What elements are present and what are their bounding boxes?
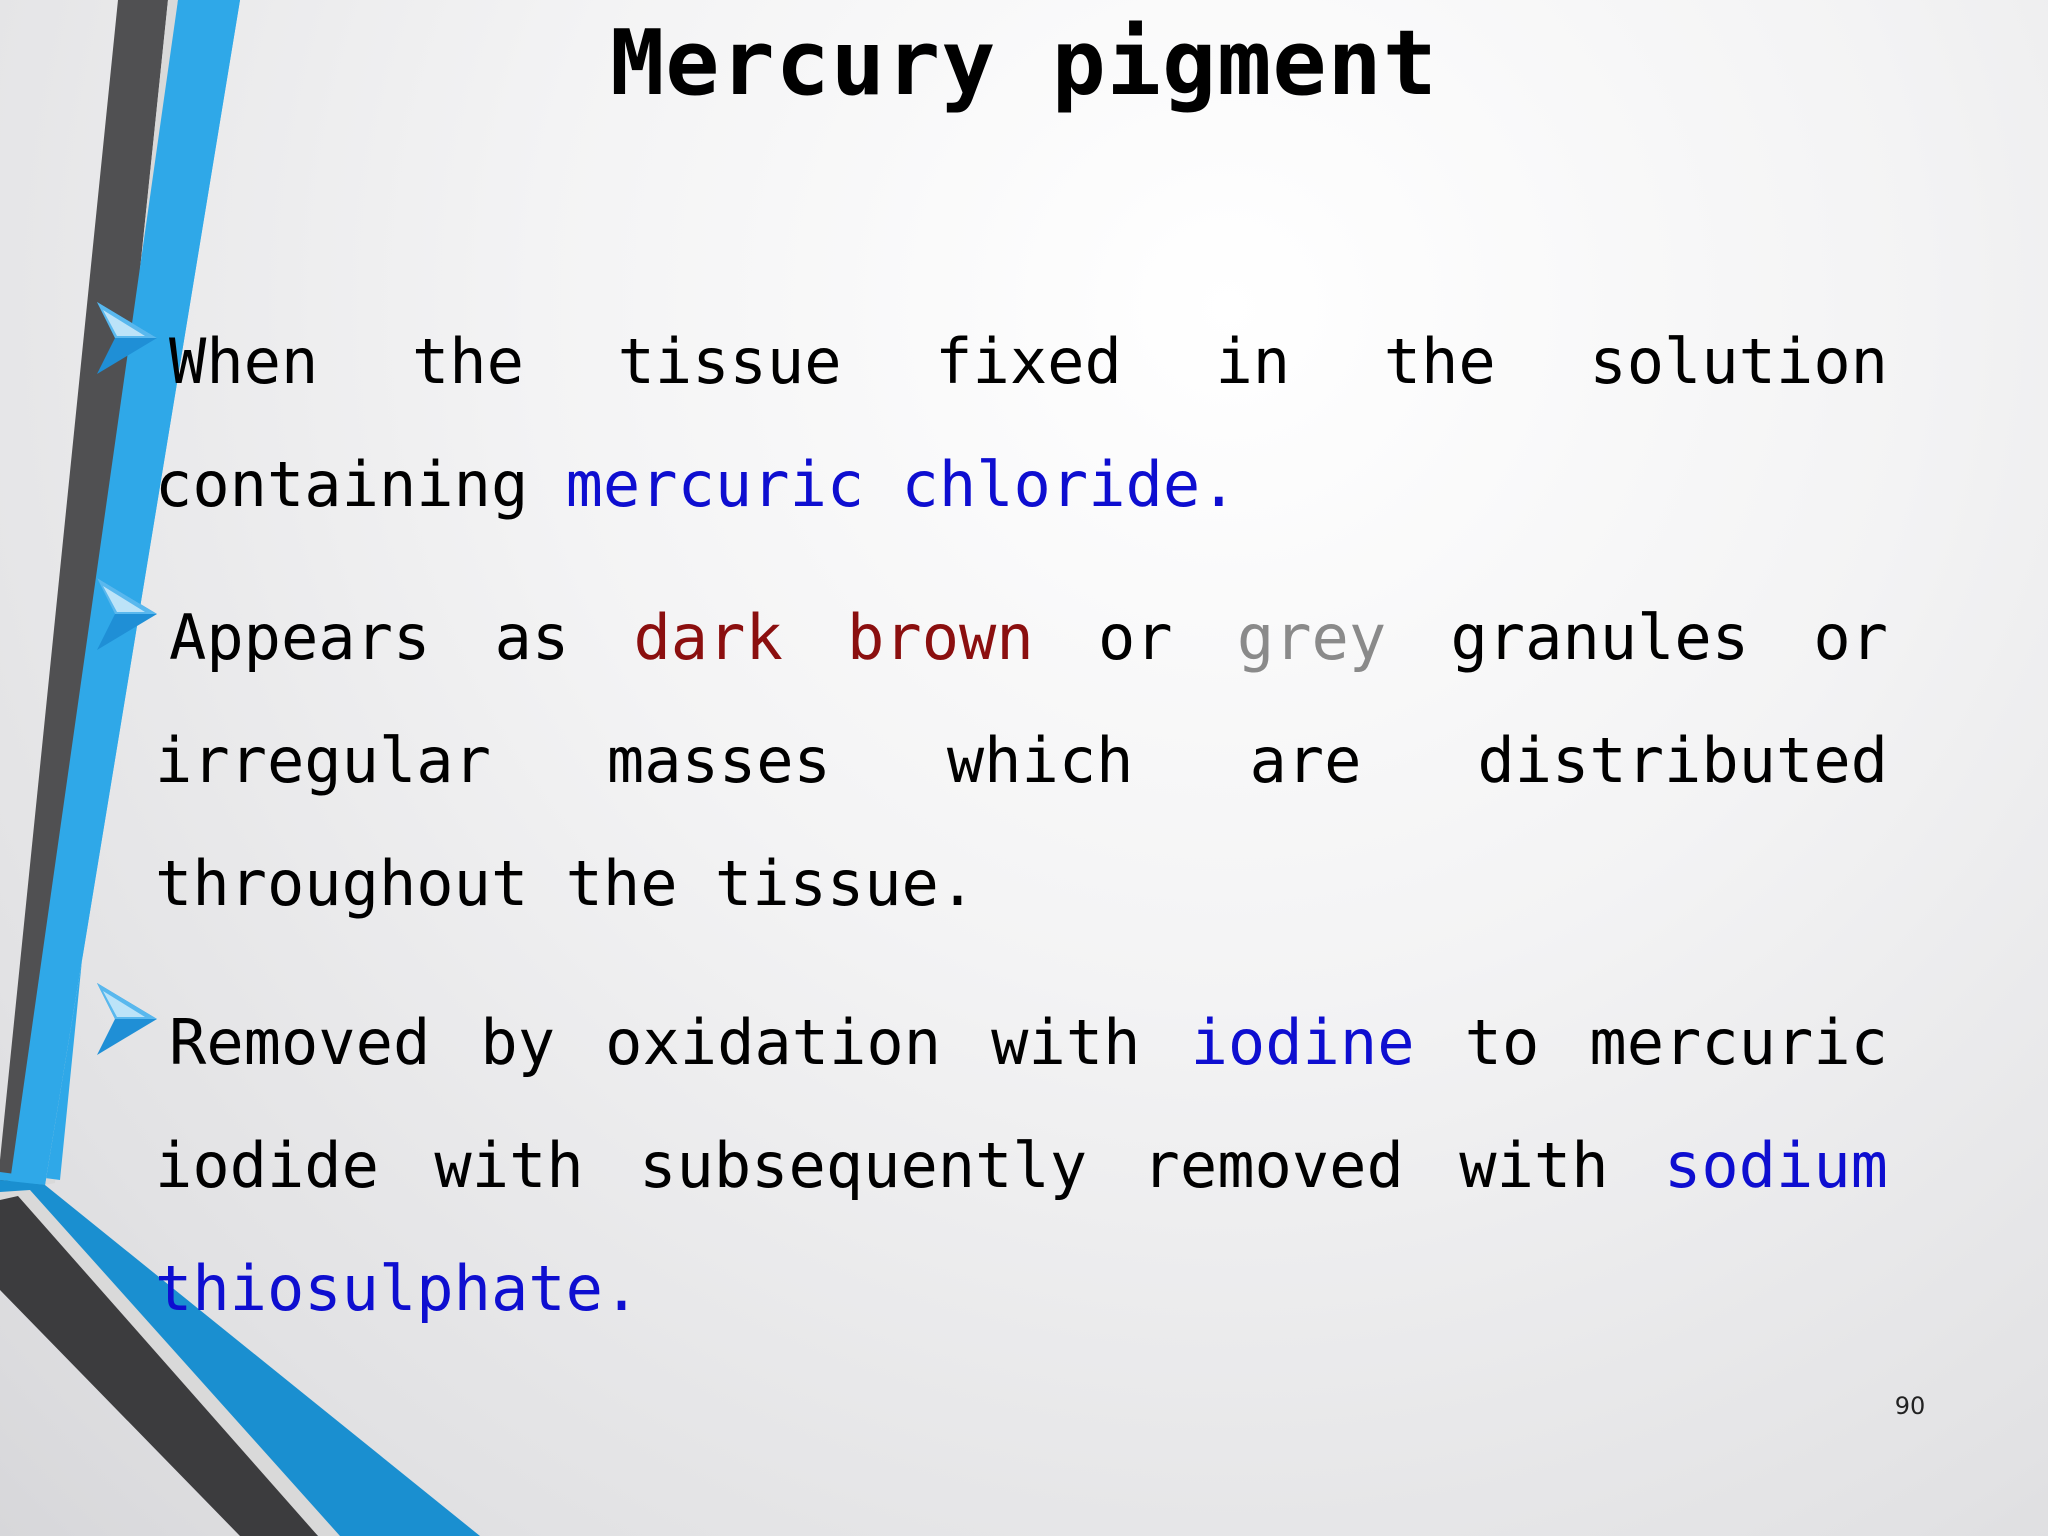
bullet-2-part-4: grey [1236, 601, 1387, 674]
bullet-2-part-5: granules or irregular masses which are distributed throughout the tissue. [155, 601, 1888, 920]
page-number: 90 [1894, 1392, 1926, 1420]
bullet-1-part-2: mercuric chloride. [565, 448, 1238, 521]
bullet-2-part-2: dark brown [633, 601, 1034, 674]
bullet-3-part-1: Removed by oxidation with [169, 1006, 1191, 1079]
arrow-bullet-icon [95, 576, 159, 652]
bullet-item-1 [155, 300, 1888, 546]
bullet-item-3 [155, 981, 1888, 1350]
bullet-1-part-1: When the tissue fixed in the solution containing [155, 325, 1888, 521]
bullet-2-part-1: Appears as [169, 601, 634, 674]
slide-title: Mercury pigment [610, 11, 1438, 116]
arrow-bullet-icon [95, 981, 159, 1057]
bullet-3-part-3: to mercuric iodide with subsequently removed with [155, 1006, 1888, 1202]
bullet-2-part-3: or [1033, 601, 1237, 674]
bullet-3-part-2: iodine [1190, 1006, 1415, 1079]
arrow-bullet-icon [95, 300, 159, 376]
bullet-item-2 [155, 576, 1888, 945]
bullet-list [155, 300, 1888, 1380]
bullet-3-part-4: sodium thiosulphate. [155, 1129, 1888, 1325]
